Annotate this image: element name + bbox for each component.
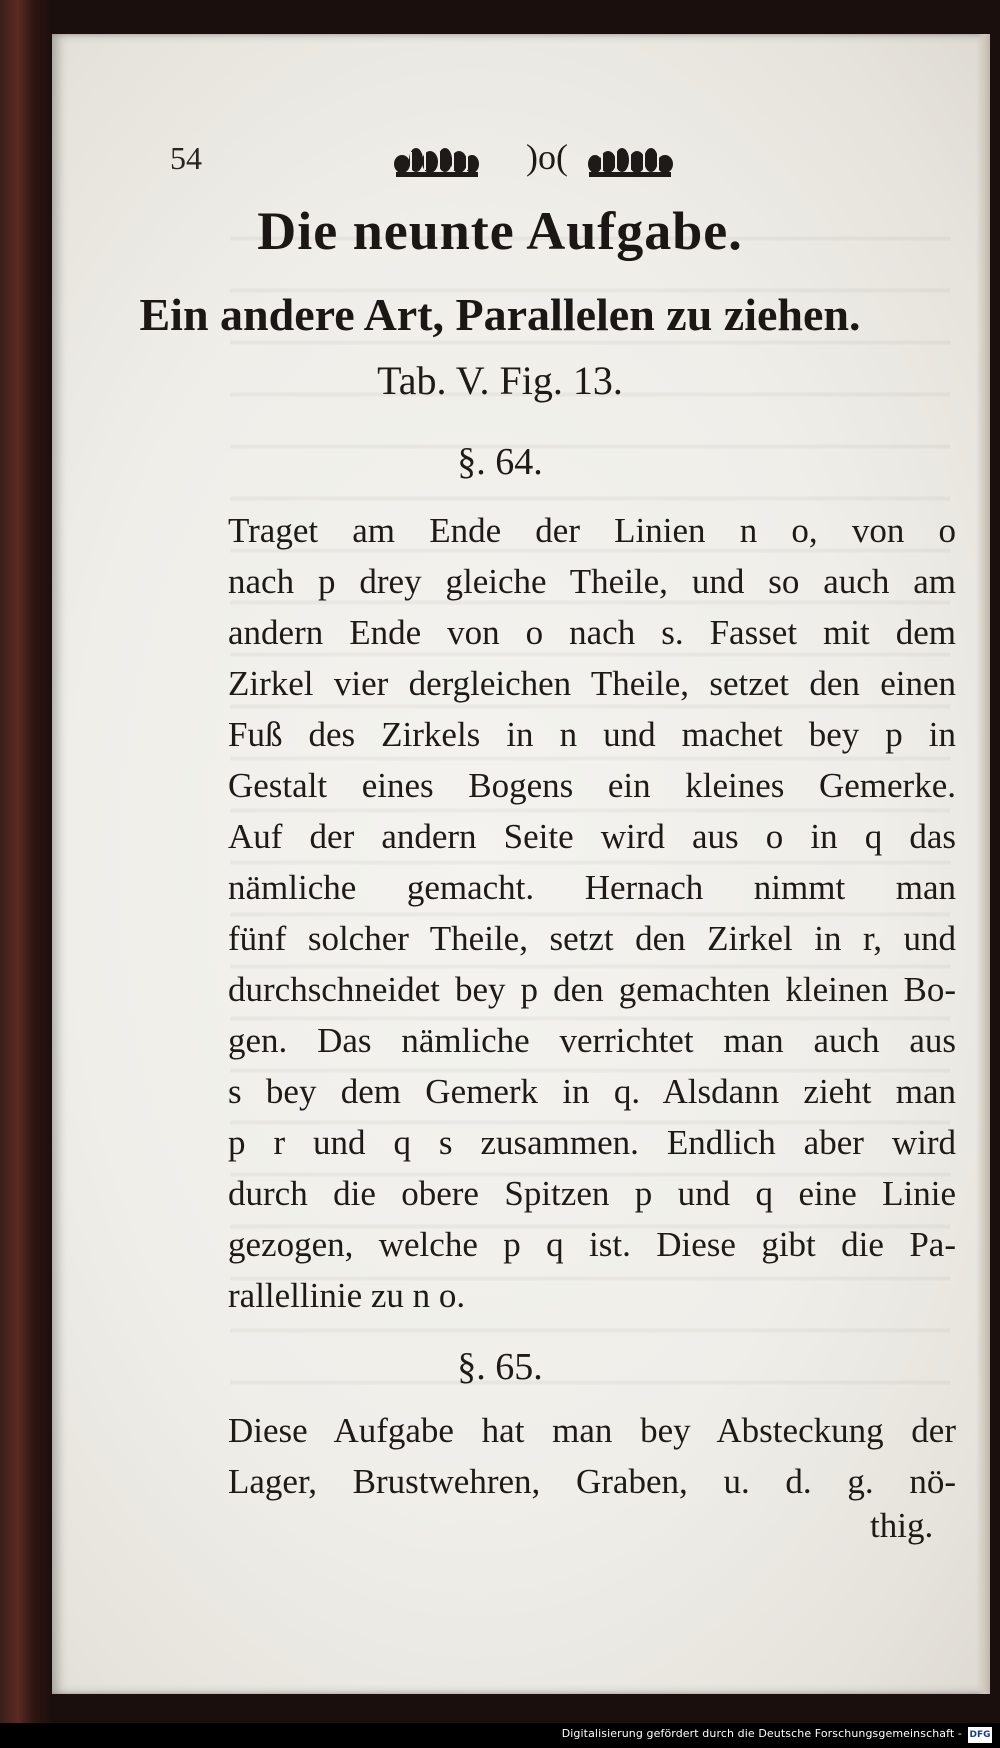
text-line: durch die obere Spitzen p und q eine Linie: [228, 1174, 956, 1213]
text-line: Gestalt eines Bogens ein kleines Gemerke.: [228, 766, 956, 805]
text-line: Zirkel vier dergleichen Theile, setzet den einen: [228, 664, 956, 703]
text-line: s bey dem Gemerk in q. Alsdann zieht man: [228, 1072, 956, 1111]
catchword: thig.: [870, 1506, 934, 1545]
text-line: Traget am Ende der Linien n o, von o: [228, 511, 956, 550]
leaf-ornament-icon: [392, 146, 482, 178]
chapter-title: Die neunte Aufgabe.: [257, 201, 743, 261]
text-line: nämliche gemacht. Hernach nimmt man: [228, 868, 956, 907]
text-line: fünf solcher Theile, setzt den Zirkel in r, und: [228, 919, 956, 958]
text-line: p r und q s zusammen. Endlich aber wird: [228, 1123, 956, 1162]
text-line: Diese Aufgabe hat man bey Absteckung der: [228, 1411, 956, 1450]
text-line: Fuß des Zirkels in n und machet bey p in: [228, 715, 956, 754]
page-number: 54: [170, 140, 202, 176]
text-line: rallellinie zu n o.: [228, 1276, 466, 1315]
header-center-mark: )o(: [526, 137, 568, 177]
text-line: nach p drey gleiche Theile, und so auch am: [228, 562, 956, 601]
paragraph: [228, 1405, 956, 1507]
text-line: andern Ende von o nach s. Fasset mit dem: [228, 613, 956, 652]
text-line: Auf der andern Seite wird aus o in q das: [228, 817, 956, 856]
text-line: durchschneidet bey p den gemachten kleinen Bo-: [228, 970, 956, 1009]
figure-reference: Tab. V. Fig. 13.: [377, 358, 623, 403]
funding-credit: Digitalisierung gefördert durch die Deutsche Forschungsgemeinschaft -: [561, 1727, 962, 1740]
page-edge: [976, 34, 990, 1694]
text-line: gezogen, welche p q ist. Diese gibt die Pa-: [228, 1225, 956, 1264]
section-heading: §. 64.: [457, 441, 543, 483]
text-line: Lager, Brustwehren, Graben, u. d. g. nö-: [228, 1462, 956, 1501]
text-line: gen. Das nämliche verrichtet man auch aus: [228, 1021, 956, 1060]
chapter-subtitle: Ein andere Art, Parallelen zu ziehen.: [139, 289, 861, 340]
section-heading: §. 65.: [457, 1346, 543, 1388]
running-header: [170, 136, 790, 196]
dfg-logo[interactable]: DFG: [968, 1727, 992, 1743]
paragraph: [228, 505, 956, 1321]
leaf-ornament-icon: [585, 146, 675, 178]
digitization-footer: [0, 1723, 1000, 1748]
